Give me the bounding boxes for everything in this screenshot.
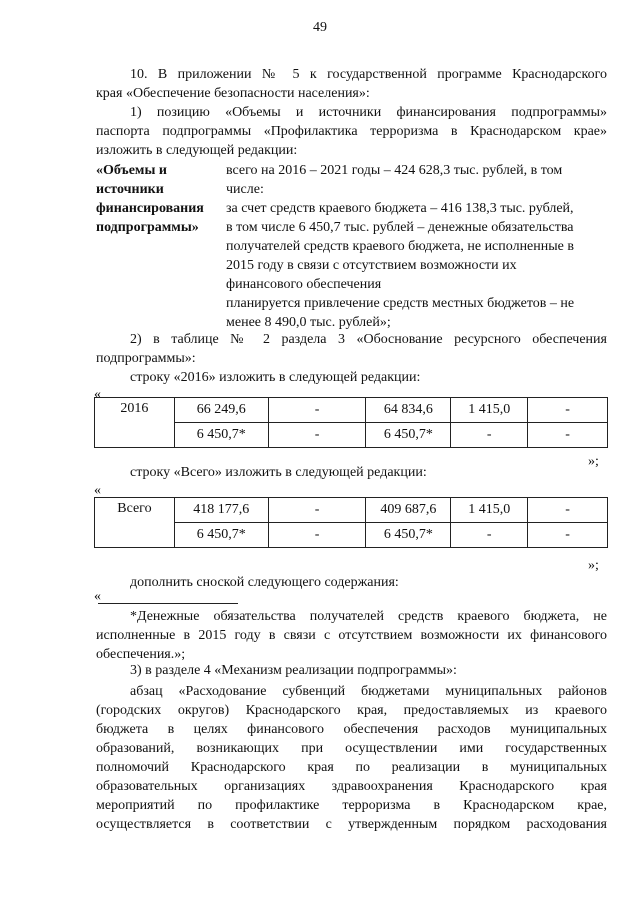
passport-value-line: за счет средств краевого бюджета – 416 138,3 тыс. рублей, <box>226 201 574 216</box>
table-cell: 6 450,7* <box>366 523 451 548</box>
table-total <box>94 497 608 548</box>
table-cell: - <box>268 423 366 448</box>
table-cell: 409 687,6 <box>366 498 451 523</box>
passport-value-line: всего на 2016 – 2021 годы – 424 628,3 тыс. рублей, в том <box>226 163 563 178</box>
table-cell: 6 450,7* <box>174 523 268 548</box>
sub3-paragraph-line: полномочий Краснодарского края по реализации в муниципальных <box>96 760 607 775</box>
total-intro: строку «Всего» изложить в следующей редакции: <box>130 465 427 480</box>
sub3-paragraph-line: осуществляется в соответствии с утвержденным порядком расходования <box>96 817 607 832</box>
open-quote: « <box>94 387 101 402</box>
passport-label-line: источники <box>96 182 164 197</box>
table-cell: 418 177,6 <box>174 498 268 523</box>
passport-label-line: «Объемы и <box>96 163 167 178</box>
table-row <box>95 398 608 423</box>
sub1-line2: паспорта подпрограммы «Профилактика терроризма в Краснодарском крае» <box>96 124 607 139</box>
passport-value-line: финансового обеспечения <box>226 277 382 292</box>
table-row <box>95 498 608 523</box>
table-cell: 64 834,6 <box>366 398 451 423</box>
sub3-paragraph-line: образовательных организациях здравоохранения Краснодарского края <box>96 779 607 794</box>
sub3-paragraph-line: образований, возникающих при осуществлении ими государственных <box>96 741 607 756</box>
sub2-line2: подпрограммы»: <box>96 351 196 366</box>
footnote-intro: дополнить сноской следующего содержания: <box>130 575 399 590</box>
passport-value-line: 2015 году в связи с отсутствием возможности их <box>226 258 517 273</box>
sub2-line1: 2) в таблице № 2 раздела 3 «Обоснование ресурсного обеспечения <box>130 332 607 347</box>
close-quote: »; <box>588 558 599 573</box>
footnote-line2: исполненные в 2015 году в связи с отсутствием возможности их финансового <box>96 628 607 643</box>
passport-value-line: получателей средств краевого бюджета, не исполненные в <box>226 239 574 254</box>
passport-value-line: в том числе 6 450,7 тыс. рублей – денежные обязательства <box>226 220 574 235</box>
footnote-separator <box>98 603 238 604</box>
table-cell: 1 415,0 <box>451 398 528 423</box>
sub3-line1: 3) в разделе 4 «Механизм реализации подпрограммы»: <box>130 663 457 678</box>
table-cell: - <box>528 398 608 423</box>
passport-value-line: числе: <box>226 182 264 197</box>
sub1-line1: 1) позицию «Объемы и источники финансирования подпрограммы» <box>130 105 607 120</box>
sub2-line3: строку «2016» изложить в следующей редакции: <box>130 370 421 385</box>
table-cell: 1 415,0 <box>451 498 528 523</box>
sub3-paragraph-line: бюджета в целях финансового обеспечения расходов муниципальных <box>96 722 607 737</box>
year-cell: Всего <box>95 498 175 548</box>
table-cell: 6 450,7* <box>174 423 268 448</box>
table-cell: - <box>528 523 608 548</box>
item10-line2: края «Обеспечение безопасности населения»: <box>96 86 370 101</box>
table-cell: - <box>528 423 608 448</box>
year-cell: 2016 <box>95 398 175 448</box>
sub1-line3: изложить в следующей редакции: <box>96 143 298 158</box>
open-quote: « <box>94 483 101 498</box>
item10-line1: 10. В приложении № 5 к государственной программе Краснодарского <box>130 67 607 82</box>
table-cell: - <box>268 398 366 423</box>
sub3-paragraph-line: абзац «Расходование субвенций бюджетами муниципальных районов <box>130 684 607 699</box>
sub3-paragraph-line: (городских округов) Краснодарского края, предоставляемых из краевого <box>96 703 607 718</box>
table-cell: - <box>528 498 608 523</box>
open-quote: « <box>94 589 101 604</box>
table-cell: 6 450,7* <box>366 423 451 448</box>
footnote-line1: *Денежные обязательства получателей средств краевого бюджета, не <box>130 609 607 624</box>
table-cell: - <box>451 423 528 448</box>
passport-value-line: планируется привлечение средств местных бюджетов – не <box>226 296 575 311</box>
passport-label-line: финансирования <box>96 201 204 216</box>
page-number: 49 <box>313 20 327 35</box>
table-cell: - <box>268 498 366 523</box>
passport-label-line: подпрограммы» <box>96 220 199 235</box>
table-cell: - <box>268 523 366 548</box>
footnote-line3: обеспечения.»; <box>96 647 186 662</box>
sub3-paragraph-line: мероприятий по профилактике терроризма в Краснодарском крае, <box>96 798 607 813</box>
table-cell: - <box>451 523 528 548</box>
passport-value-line: менее 8 490,0 тыс. рублей»; <box>226 315 391 330</box>
close-quote: »; <box>588 454 599 469</box>
table-cell: 66 249,6 <box>174 398 268 423</box>
table-2016 <box>94 397 608 448</box>
